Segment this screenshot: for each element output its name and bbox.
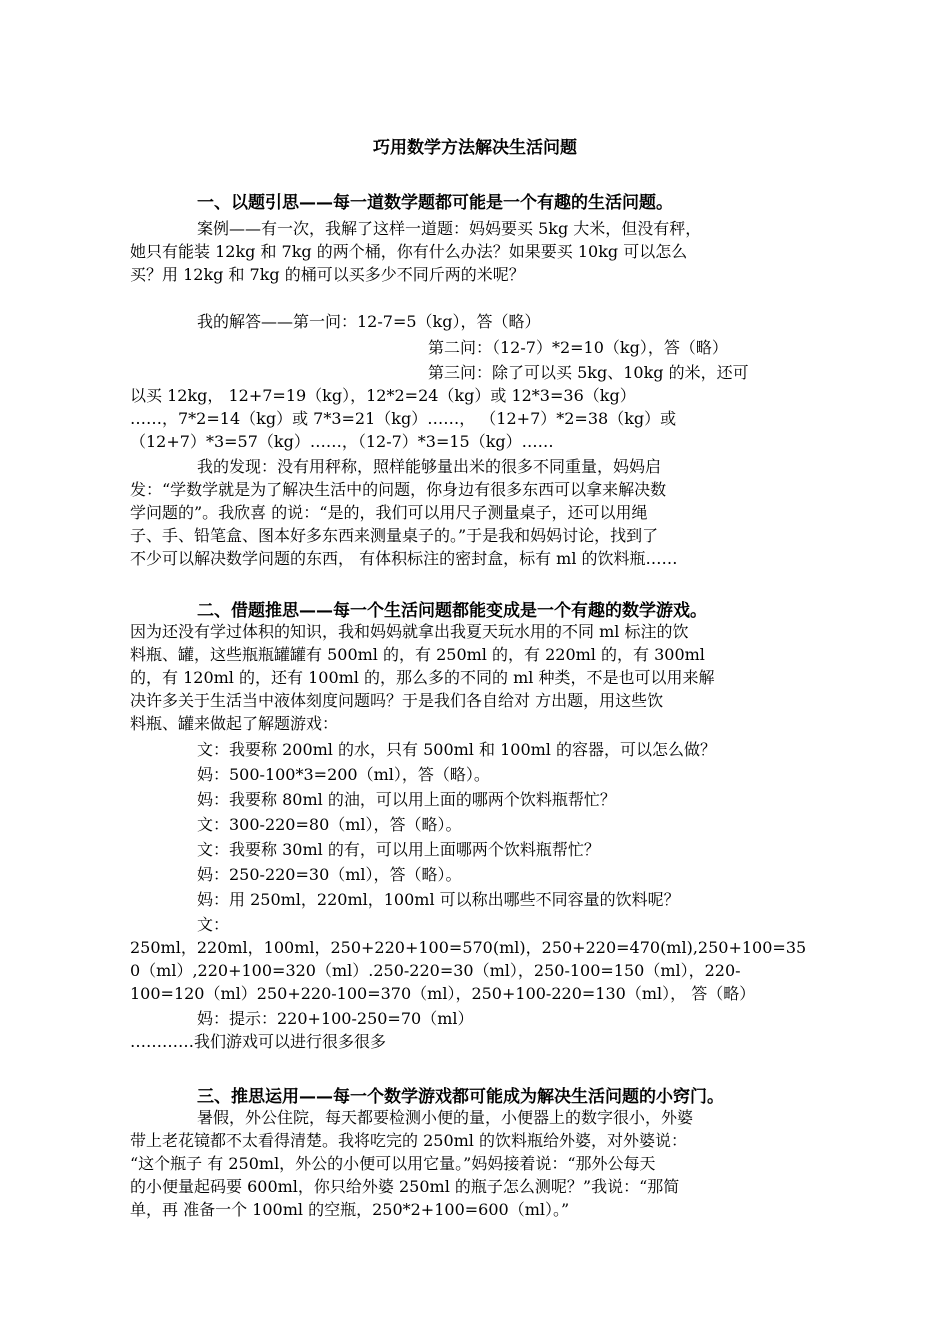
section-2-line: 妈：用 250ml，220ml，100ml 可以称出哪些不同容量的饮料呢？: [197, 890, 680, 909]
section-1-line: ……，7*2=14（kg）或 7*3=21（kg）……， （12+7）*2=38（kg）或: [130, 409, 677, 428]
section-1-line: 第二问：（12-7）*2=10（kg），答（略）: [428, 338, 728, 357]
section-2-line: 料瓶、罐来做起了解题游戏：: [130, 714, 339, 733]
section-1-line: 学问题的”。我欣喜 的说：“是的，我们可以用尺子测量桌子，还可以用绳: [130, 503, 648, 522]
section-1-line: 子、手、铅笔盒、图本好多东西来测量桌子的。”于是我和妈妈讨论，找到了: [130, 526, 659, 545]
section-2-line: …………我们游戏可以进行很多很多: [130, 1032, 387, 1051]
section-1-line: 不少可以解决数学问题的东西， 有体积标注的密封盒，标有 ml 的饮料瓶……: [130, 549, 678, 568]
section-2-line: 250ml，220ml，100ml，250+220+100=570(ml)，250+220=470(ml),250+100=35: [130, 938, 807, 957]
section-2-line: 的，有 120ml 的，还有 100ml 的，那么多的不同的 ml 种类，不是也可以用来解: [130, 668, 715, 687]
section-1-line: 买？用 12kg 和 7kg 的桶可以买多少不同斤两的米呢？: [130, 265, 525, 284]
section-2-line: 0（ml）,220+100=320（ml）.250-220=30（ml），250-100=150（ml），220-: [130, 961, 741, 980]
section-2-line: 妈：提示：220+100-250=70（ml）: [197, 1009, 474, 1028]
section-3-line: 暑假，外公住院，每天都要检测小便的量，小便器上的数字很小，外婆: [197, 1108, 694, 1127]
section-3-heading: 三、推思运用——每一个数学游戏都可能成为解决生活问题的小窍门。: [197, 1087, 724, 1107]
section-1-line: 我的解答——第一问：12-7=5（kg），答（略）: [197, 312, 541, 331]
section-3-line: 的小便量起码要 600ml，你只给外婆 250ml 的瓶子怎么测呢？”我说：“那简: [130, 1177, 680, 1196]
section-2-line: 文：我要称 200ml 的水，只有 500ml 和 100ml 的容器，可以怎么做？: [197, 740, 717, 759]
section-2-line: 文：我要称 30ml 的有，可以用上面哪两个饮料瓶帮忙？: [197, 840, 600, 859]
section-1-line: （12+7）*3=57（kg）……，（12-7）*3=15（kg）……: [130, 432, 554, 451]
section-2-line: 决许多关于生活当中液体刻度问题吗？于是我们各自给对 方出题，用这些饮: [130, 691, 664, 710]
section-2-line: 妈：我要称 80ml 的油，可以用上面的哪两个饮料瓶帮忙？: [197, 790, 616, 809]
section-2-line: 文：: [197, 915, 230, 934]
section-1-line: 她只有能装 12kg 和 7kg 的两个桶，你有什么办法？如果要买 10kg 可以怎么: [130, 242, 688, 261]
section-1-line: 我的发现：没有用秤称，照样能够量出米的很多不同重量，妈妈启: [197, 457, 662, 476]
section-2-heading: 二、借题推思——每一个生活问题都能变成是一个有趣的数学游戏。: [197, 601, 707, 621]
section-1-heading: 一、以题引思——每一道数学题都可能是一个有趣的生活问题。: [197, 193, 673, 213]
section-3-line: 带上老花镜都不太看得清楚。我将吃完的 250ml 的饮料瓶给外婆，对外婆说：: [130, 1131, 688, 1150]
section-1-line: 第三问：除了可以买 5kg、10kg 的米，还可: [428, 363, 749, 382]
section-2-line: 料瓶、罐，这些瓶瓶罐罐有 500ml 的，有 250ml 的，有 220ml 的，有 300ml: [130, 645, 705, 664]
section-2-line: 因为还没有学过体积的知识，我和妈妈就拿出我夏天玩水用的不同 ml 标注的饮: [130, 622, 689, 641]
section-1-line: 以买 12kg， 12+7=19（kg），12*2=24（kg）或 12*3=36（kg）: [130, 386, 636, 405]
document-title: 巧用数学方法解决生活问题: [373, 138, 577, 158]
section-1-line: 发：“学数学就是为了解决生活中的问题，你身边有很多东西可以拿来解决数: [130, 480, 667, 499]
section-2-line: 妈：500-100*3=200（ml），答（略）。: [197, 765, 490, 784]
section-2-line: 100=120（ml）250+220-100=370（ml），250+100-220=130（ml）， 答（略）: [130, 984, 756, 1003]
section-1-line: 案例——有一次，我解了这样一道题：妈妈要买 5kg 大米，但没有秤，: [197, 219, 702, 238]
section-3-line: 单，再 准备一个 100ml 的空瓶，250*2+100=600（ml）。”: [130, 1200, 570, 1219]
section-3-line: “这个瓶子 有 250ml，外公的小便可以用它量。”妈妈接着说：“那外公每天: [130, 1154, 656, 1173]
section-2-line: 文：300-220=80（ml），答（略）。: [197, 815, 462, 834]
section-2-line: 妈：250-220=30（ml），答（略）。: [197, 865, 462, 884]
